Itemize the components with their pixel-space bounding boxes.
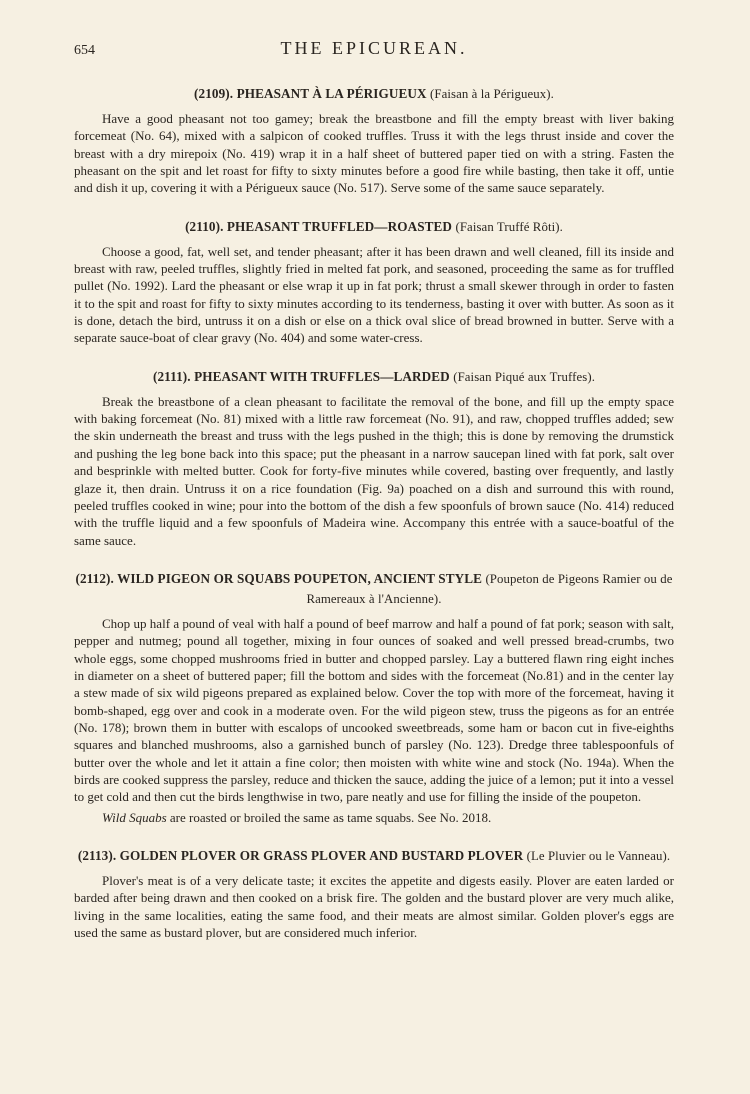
recipe-number: (2109). — [194, 86, 234, 101]
recipe-paragraph: Have a good pheasant not too gamey; break the breastbone and fill the empty breast with liver baking forcemeat (No. 64), mixed with a salpicon of cooked truffles. Truss it with the legs thrust inside and cover the breast with a dry mirepoix (No. 419) wrap it in a half sheet of buttered paper tied on with a string. Fasten the pheasant on the spit and let roast for fifty to sixty minutes before a good fire while basting, then take it off, untie and dish it up, covering it with a Périgueux sauce (No. 517). Serve some of the same sauce separately. — [74, 111, 674, 196]
recipe-heading — [74, 569, 674, 609]
recipe-heading — [74, 367, 674, 387]
recipe-2112 — [74, 569, 674, 826]
recipe-paragraph: Plover's meat is of a very delicate taste; it excites the appetite and digests easily. Plover are eaten larded or barded after being drawn and then cooked on a brisk fire. The golden and the bustard plover are very much alike, living in the same localities, eating the same food, and their meats are almost similar. Golden plover's eggs are used the same as bustard plover, but are considered much inferior. — [74, 873, 674, 941]
recipe-number: (2112). — [75, 570, 114, 586]
recipe-heading — [74, 846, 674, 866]
recipe-title: GOLDEN PLOVER OR GRASS PLOVER AND BUSTARD PLOVER — [119, 848, 524, 863]
recipe-number: (2113). — [77, 848, 117, 863]
recipe-title: WILD PIGEON OR SQUABS POUPETON, ANCIENT STYLE — [117, 570, 483, 586]
running-head — [74, 38, 674, 64]
recipe-heading — [74, 84, 674, 104]
recipe-paragraph: Break the breastbone of a clean pheasant to facilitate the removal of the bone, and fill up the empty space with baking forcemeat (No. 81) mixed with a little raw forcemeat (No. 91), and raw, chopped truffles added; sew the skin underneath the breast and truss with the legs pushed in the thigh; this is done by removing the drumstick and pushing the leg bone back into this space; put the pheasant in a narrow saucepan lined with fat pork, salt over and besprinkle with melted butter. Cook for forty-five minutes while covered, basting over frequently, and lastly glaze it, then drain. Untruss it on a rice foundation (Fig. 9a) poached on a dish and surround this with round, peeled truffles cooked in wine; pour into the bottom of the dish a few spoonfuls of brown sauce (No. 414) reduced with the truffle liquid and a few spoonfuls of Madeira wine. Accompany this entrée with a sauce-boatful of the same sauce. — [74, 393, 674, 548]
recipe-french-title: (Faisan à la Périgueux). — [430, 87, 554, 101]
recipe-french-title: (Faisan Piqué aux Truffes). — [453, 369, 596, 384]
recipe-title: PHEASANT TRUFFLED—ROASTED — [226, 218, 453, 234]
recipe-2110 — [74, 217, 674, 347]
recipe-2109 — [74, 84, 674, 197]
recipe-french-title: (Faisan Truffé Rôti). — [455, 219, 563, 234]
recipe-number: (2111). — [152, 368, 191, 384]
recipe-note — [74, 809, 674, 826]
recipe-number: (2110). — [185, 218, 224, 234]
recipe-note-italic: Wild Squabs — [102, 809, 167, 825]
recipe-title: PHEASANT WITH TRUFFLES—LARDED — [194, 368, 450, 384]
recipe-2111 — [74, 367, 674, 549]
recipe-paragraph: Chop up half a pound of veal with half a pound of beef marrow and half a pound of fat pork; season with salt, pepper and nutmeg; pound all together, mixing in four ounces of soaked and well pressed bread-crumbs, two whole eggs, some chopped mushrooms fried in butter and chopped parsley. Lay a buttered flawn ring eight inches in diameter on a sheet of buttered paper; fill the bottom and sides with the forcemeat (No.81) and in the center lay a stew made of six wild pigeons prepared as explained below. Cover the top with more of the forcemeat, having it bomb-shaped, egg over and cook in a moderate oven. For the wild pigeon stew, truss the pigeons as for an entrée (No. 178); brown them in butter with escalops of uncooked sweetbreads, some ham or bacon cut in five-eighths squares and blanched mushrooms, also a garnished bunch of parsley (No. 123). Dredge three tablespoonfuls of butter over the whole and let it attain a fine color; then moisten with white wine and stock (No. 194a). When the birds are cooked suppress the parsley, reduce and thicken the sauce, adding the juice of a lemon; put it into a vessel to get cold and then cut the birds lengthwise in two, pare neatly and use for filling the inside of the poupeton. — [74, 615, 674, 805]
page-number: 654 — [74, 43, 95, 58]
recipe-heading — [74, 217, 674, 237]
recipe-french-title: (Poupeton de Pigeons Ramier ou de Ramereaux à l'Ancienne). — [306, 571, 673, 606]
recipe-french-title: (Le Pluvier ou le Vanneau). — [526, 849, 671, 863]
running-title: THE EPICUREAN. — [280, 38, 468, 58]
recipe-paragraph: Choose a good, fat, well set, and tender pheasant; after it has been drawn and well cleaned, fill its inside and breast with raw, peeled truffles, slightly fried in melted fat pork, and seasoned, proceeding the same as for truffled pullet (No. 1992). Lard the pheasant or else wrap it up in fat pork; thrust a small skewer through in order to fasten it to the spit and roast for fifty to sixty minutes according to its tenderness, basting it over with butter. As soon as it is done, detach the bird, untruss it on a dish or else on a thick oval slice of bread browned in butter. Serve with a separate sauce-boat of clear gravy (No. 404) and some water-cress. — [74, 243, 674, 346]
recipe-2113 — [74, 846, 674, 941]
recipe-note-text: are roasted or broiled the same as tame squabs. See No. 2018. — [166, 809, 492, 825]
recipe-title: PHEASANT À LA PÉRIGUEUX — [236, 86, 427, 101]
